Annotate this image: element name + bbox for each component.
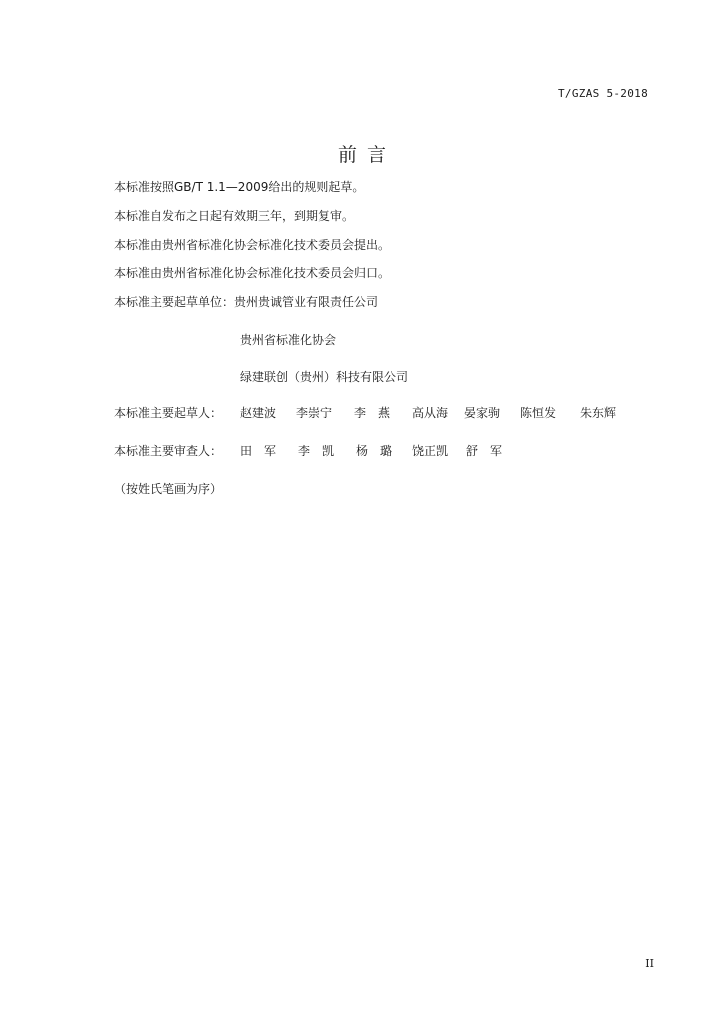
page-title: 前言	[337, 144, 396, 166]
reviewers-row	[114, 443, 534, 459]
reviewer-name: 舒 军	[466, 444, 503, 458]
drafter-name: 陈恒发	[520, 406, 557, 420]
paragraph-administered-by: 本标准由贵州省标准化协会标准化技术委员会归口。	[114, 266, 391, 280]
drafter-name: 高从海	[412, 406, 449, 420]
drafters-row	[114, 405, 634, 421]
reviewer-name: 饶正凯	[412, 444, 449, 458]
drafter-name: 赵建波	[240, 406, 277, 420]
drafter-name: 李崇宁	[296, 406, 333, 420]
document-code: T/GZAS 5-2018	[558, 87, 648, 100]
paragraph-drafting-unit: 本标准主要起草单位：贵州贵诚管业有限责任公司	[114, 295, 379, 309]
drafter-name: 李 燕	[354, 406, 391, 420]
paragraph-validity: 本标准自发布之日起有效期三年，到期复审。	[114, 209, 355, 223]
reviewer-name: 杨 璐	[356, 444, 393, 458]
page-number: II	[645, 957, 654, 970]
paragraph-proposed-by: 本标准由贵州省标准化协会标准化技术委员会提出。	[114, 238, 391, 252]
reviewers-label: 本标准主要审查人：	[114, 444, 223, 458]
drafting-unit-item: 绿建联创（贵州）科技有限公司	[240, 370, 409, 384]
reviewer-name: 李 凯	[298, 444, 335, 458]
drafter-name: 朱东辉	[580, 406, 617, 420]
drafter-name: 晏家驹	[464, 406, 501, 420]
paragraph-drafting-rules: 本标准按照GB/T 1.1—2009给出的规则起草。	[114, 180, 365, 194]
drafters-label: 本标准主要起草人：	[114, 406, 223, 420]
drafting-unit-item: 贵州省标准化协会	[240, 333, 337, 347]
order-note: （按姓氏笔画为序）	[114, 482, 223, 496]
reviewer-name: 田 军	[240, 444, 277, 458]
